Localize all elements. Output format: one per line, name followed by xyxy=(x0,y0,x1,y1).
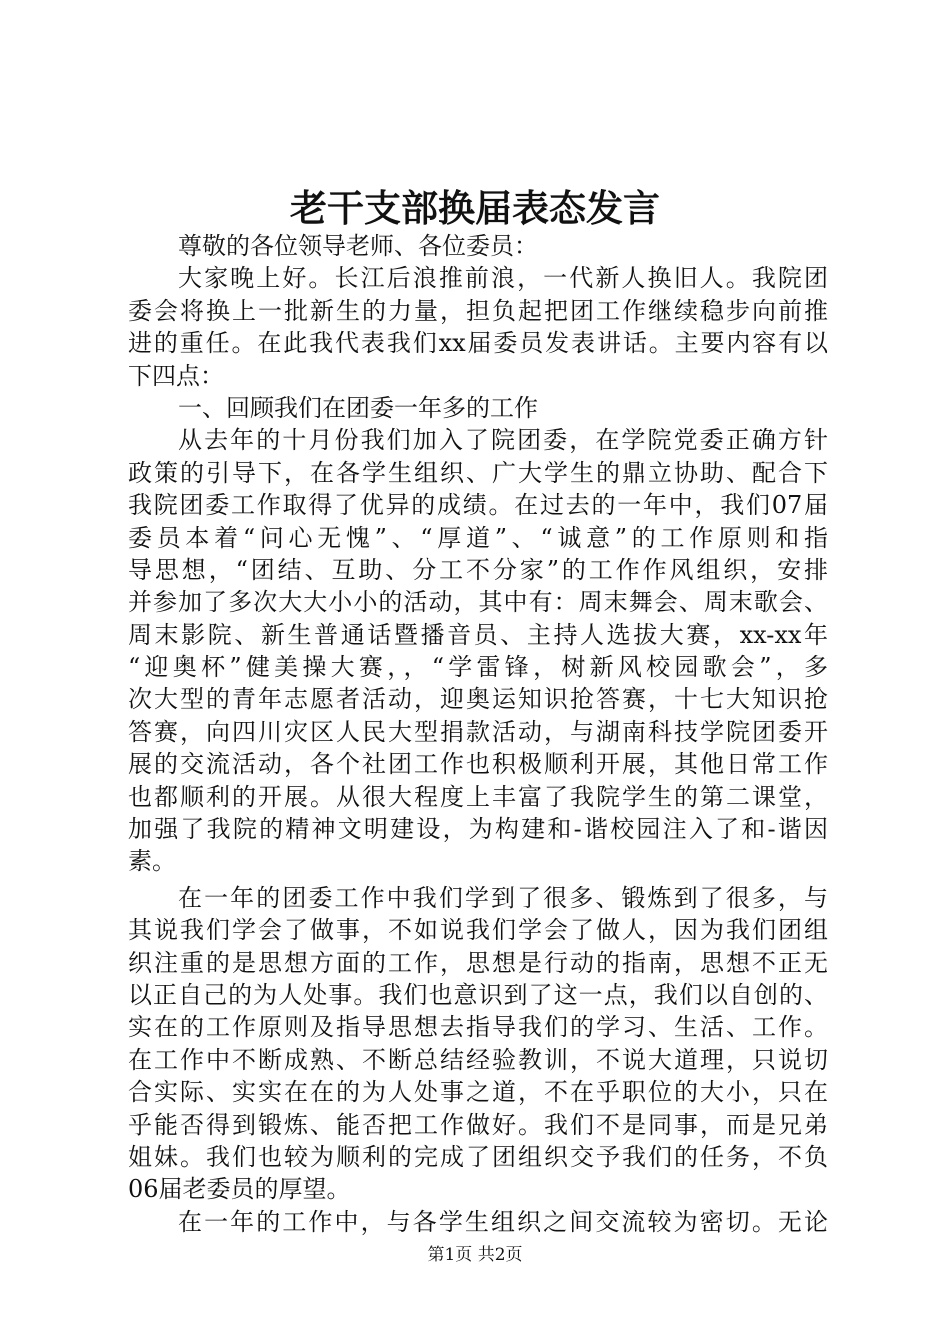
paragraph-line: 织注重的是思想方面的工作，思想是行动的指南，思想不正无 xyxy=(128,948,828,977)
paragraph-line: 委员本着“问心无愧”、“厚道”、“诚意”的工作原则和指 xyxy=(128,523,828,552)
paragraph-line: 从去年的十月份我们加入了院团委，在学院党委正确方针 xyxy=(178,426,828,455)
paragraph-line: 答赛，向四川灾区人民大型捐款活动，与湖南科技学院团委开 xyxy=(128,717,828,746)
paragraph-line: 我院团委工作取得了优异的成绩。在过去的一年中，我们07届 xyxy=(128,491,828,520)
paragraph-line: 在一年的工作中，与各学生组织之间交流较为密切。无论 xyxy=(178,1207,828,1236)
salutation-line: 尊敬的各位领导老师、各位委员： xyxy=(178,232,538,260)
paragraph-line: 合实际、实实在在的为人处事之道，不在乎职位的大小，只在 xyxy=(128,1078,828,1107)
paragraph-line: 政策的引导下，在各学生组织、广大学生的鼎立协助、配合下 xyxy=(128,458,828,487)
paragraph-line: 素。 xyxy=(128,847,176,876)
paragraph-line: 乎能否得到锻炼、能否把工作做好。我们不是同事，而是兄弟 xyxy=(128,1110,828,1139)
paragraph-line: 大家晚上好。长江后浪推前浪，一代新人换旧人。我院团 xyxy=(178,264,828,293)
paragraph-line: 加强了我院的精神文明建设，为构建和-谐校园注入了和-谐因 xyxy=(128,815,828,844)
page-number-footer: 第1页 共2页 xyxy=(427,1245,523,1265)
paragraph-line: 进的重任。在此我代表我们xx届委员发表讲话。主要内容有以 xyxy=(128,329,828,358)
paragraph-line: “迎奥杯”健美操大赛，，“学雷锋，树新风校园歌会”，多 xyxy=(128,653,828,682)
paragraph-line: 次大型的青年志愿者活动，迎奥运知识抢答赛，十七大知识抢 xyxy=(128,685,828,714)
paragraph-line: 以正自己的为人处事。我们也意识到了这一点，我们以自创的、 xyxy=(128,980,828,1009)
paragraph-line: 06届老委员的厚望。 xyxy=(128,1175,351,1204)
paragraph-line: 也都顺利的开展。从很大程度上丰富了我院学生的第二课堂， xyxy=(128,782,828,811)
paragraph-line: 在工作中不断成熟、不断总结经验教训，不说大道理，只说切 xyxy=(128,1045,828,1074)
paragraph-line: 在一年的团委工作中我们学到了很多、锻炼到了很多，与 xyxy=(178,883,828,912)
paragraph-line: 委会将换上一批新生的力量，担负起把团工作继续稳步向前推 xyxy=(128,296,828,325)
paragraph-line: 其说我们学会了做事，不如说我们学会了做人，因为我们团组 xyxy=(128,916,828,945)
section-heading: 一、回顾我们在团委一年多的工作 xyxy=(178,393,538,422)
paragraph-line: 姐妹。我们也较为顺利的完成了团组织交予我们的任务，不负 xyxy=(128,1142,828,1171)
paragraph-line: 并参加了多次大大小小的活动，其中有：周末舞会、周末歌会、 xyxy=(128,588,828,617)
paragraph-line: 展的交流活动，各个社团工作也积极顺利开展，其他日常工作 xyxy=(128,750,828,779)
document-title: 老干支部换届表态发言 xyxy=(290,186,660,230)
paragraph-line: 周末影院、新生普通话暨播音员、主持人选拔大赛，xx-xx年 xyxy=(128,620,828,649)
paragraph-line: 实在的工作原则及指导思想去指导我们的学习、生活、工作。 xyxy=(128,1013,828,1042)
document-body xyxy=(128,230,828,1238)
paragraph-line: 导思想，“团结、互助、分工不分家”的工作作风组织，安排 xyxy=(128,555,828,584)
paragraph-line: 下四点： xyxy=(128,361,224,390)
